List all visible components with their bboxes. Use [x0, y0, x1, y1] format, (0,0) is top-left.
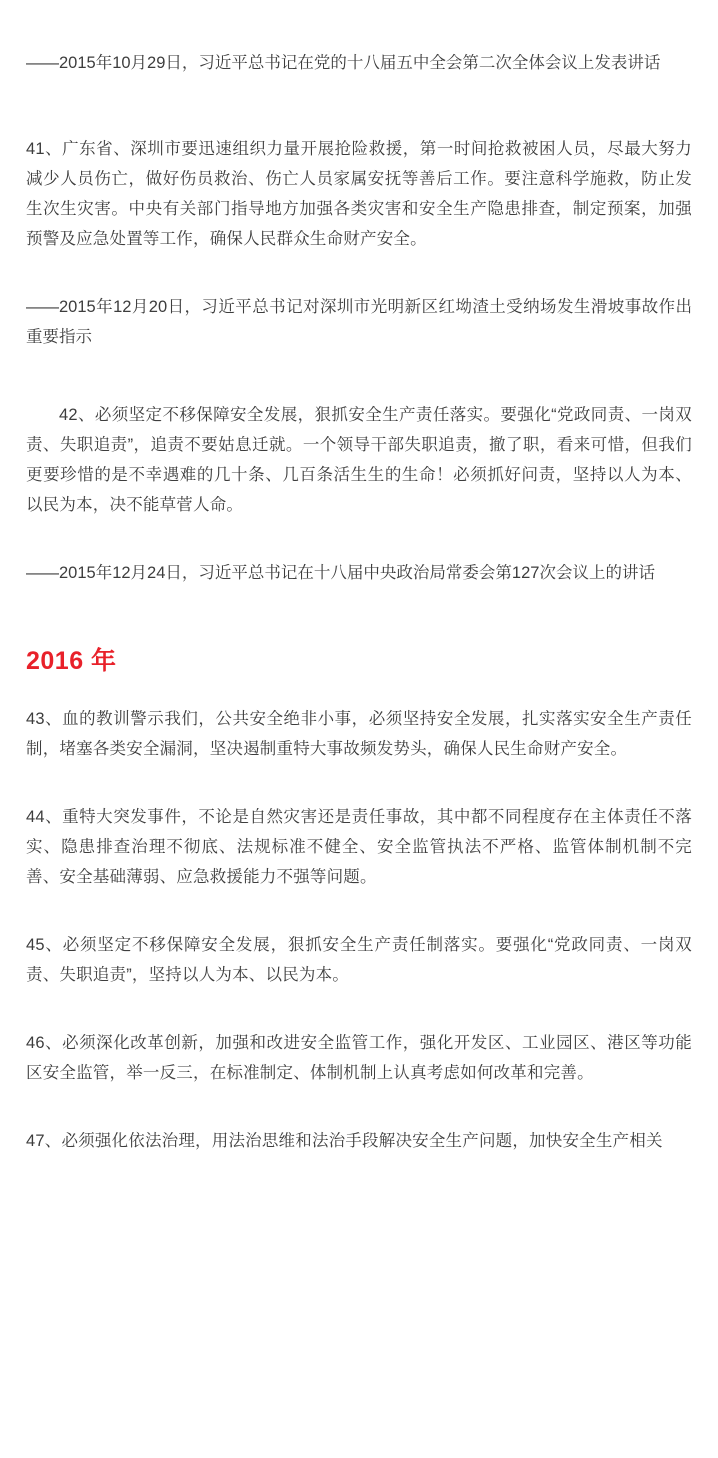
paragraph-46: 46、必须深化改革创新，加强和改进安全监管工作，强化开发区、工业园区、港区等功能区安全监管，举一反三，在标准制定、体制机制上认真考虑如何改革和完善。: [26, 1034, 692, 1082]
source-line-42: ——2015年12月24日，习近平总书记在十八届中央政治局常委会第127次会议上的讲话: [26, 564, 655, 582]
paragraph-45: 45、必须坚定不移保障安全发展，狠抓安全生产责任制落实。要强化“党政同责、一岗双责、失职追责”，坚持以人为本、以民为本。: [26, 936, 692, 984]
paragraph-44: 44、重特大突发事件，不论是自然灾害还是责任事故，其中都不同程度存在主体责任不落实、隐患排查治理不彻底、法规标准不健全、安全监管执法不严格、监管体制机制不完善、安全基础薄弱、应急救援能力不强等问题。: [26, 808, 692, 886]
paragraph-41: 41、广东省、深圳市要迅速组织力量开展抢险救援，第一时间抢救被困人员，尽最大努力减少人员伤亡，做好伤员救治、伤亡人员家属安抚等善后工作。要注意科学施救，防止发生次生灾害。中央有关部门指导地方加强各类灾害和安全生产隐患排查，制定预案，加强预警及应急处置等工作，确保人民群众生命财产安全。: [26, 140, 692, 248]
year-heading-2016: 2016 年: [26, 647, 117, 675]
paragraph-47: 47、必须强化依法治理，用法治思维和法治手段解决安全生产问题，加快安全生产相关: [26, 1132, 663, 1150]
paragraph-43: 43、血的教训警示我们，公共安全绝非小事，必须坚持安全发展，扎实落实安全生产责任制，堵塞各类安全漏洞，坚决遏制重特大事故频发势头，确保人民生命财产安全。: [26, 710, 692, 758]
paragraph-42: 42、必须坚定不移保障安全发展，狠抓安全生产责任落实。要强化“党政同责、一岗双责、失职追责”，追责不要姑息迁就。一个领导干部失职追责，撤了职，看来可惜，但我们更要珍惜的是不幸遇难的几十条、几百条活生生的生命！必须抓好问责，坚持以人为本、以民为本，决不能草菅人命。: [26, 406, 692, 514]
source-line-40: ——2015年10月29日，习近平总书记在党的十八届五中全会第二次全体会议上发表讲话: [26, 54, 661, 72]
top-spacer: [26, 0, 692, 48]
source-line-41: ——2015年12月20日，习近平总书记对深圳市光明新区红坳渣土受纳场发生滑坡事故作出重要指示: [26, 298, 692, 346]
